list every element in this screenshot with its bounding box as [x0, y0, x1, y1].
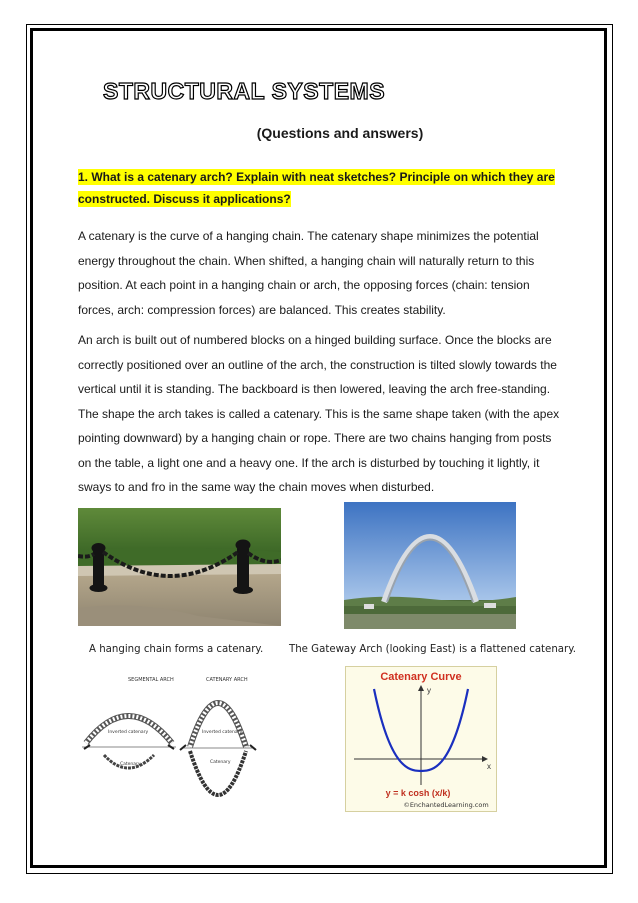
question-heading	[78, 166, 558, 210]
gateway-arch-photo	[344, 502, 516, 629]
question-line-2: constructed. Discuss it applications?	[78, 192, 291, 206]
subtitle-text: (Questions and answers)	[256, 125, 424, 141]
graph-equation: y = k cosh (x/k)	[385, 788, 451, 798]
question-line-1: 1. What is a catenary arch? Explain with neat sketches? Principle on which they are	[78, 170, 555, 184]
document-subtitle	[0, 125, 638, 141]
hanging-chain-photo	[78, 508, 281, 626]
catenary-curve-graph	[345, 666, 497, 812]
inverted-catenary-label-right: Inverted catenary	[202, 730, 243, 735]
catenary-label-left: Catenary	[120, 762, 141, 767]
catenary-arch-label: CATENARY ARCH	[206, 677, 248, 683]
arch-diagram	[78, 671, 280, 813]
catenary-label-right: Catenary	[210, 760, 231, 765]
answer-paragraph-1: A catenary is the curve of a hanging chain. The catenary shape minimizes the potential energy throughout the chain. When shifted, a hanging chain will naturally return to this position. At each point in a hanging chain or arch, the opposing forces (chain: tension forces, arch: compression forces) are balanced. This creates stability.	[78, 229, 539, 317]
segmental-arch-label: SEGMENTAL ARCH	[128, 677, 174, 683]
y-axis-label: y	[427, 686, 431, 695]
document-title: STRUCTURAL SYSTEMS	[103, 78, 386, 104]
inverted-catenary-label-left: Inverted catenary	[108, 730, 149, 735]
gateway-caption: The Gateway Arch (looking East) is a flattened catenary.	[289, 644, 577, 655]
chain-caption: A hanging chain forms a catenary.	[89, 644, 264, 655]
graph-credit: ©EnchantedLearning.com	[403, 801, 489, 809]
x-axis-label: x	[487, 762, 491, 771]
answer-paragraph-2: An arch is built out of numbered blocks on a hinged building surface. Once the blocks are correctly positioned over an outline of the arch, the construction is tilted slowly towards the vertical until it is standing. The backboard is then lowered, leaving the arch free-standing. The shape the arch takes is called a catenary. This is the same shape taken (with the apex pointing downward) by a hanging chain or rope. There are two chains hanging from posts on the table, a light one and a heavy one. If the arch is disturbed by touching it lightly, it sways to and fro in the same way the chain moves when disturbed.	[78, 333, 560, 494]
graph-title: Catenary Curve	[380, 671, 462, 683]
